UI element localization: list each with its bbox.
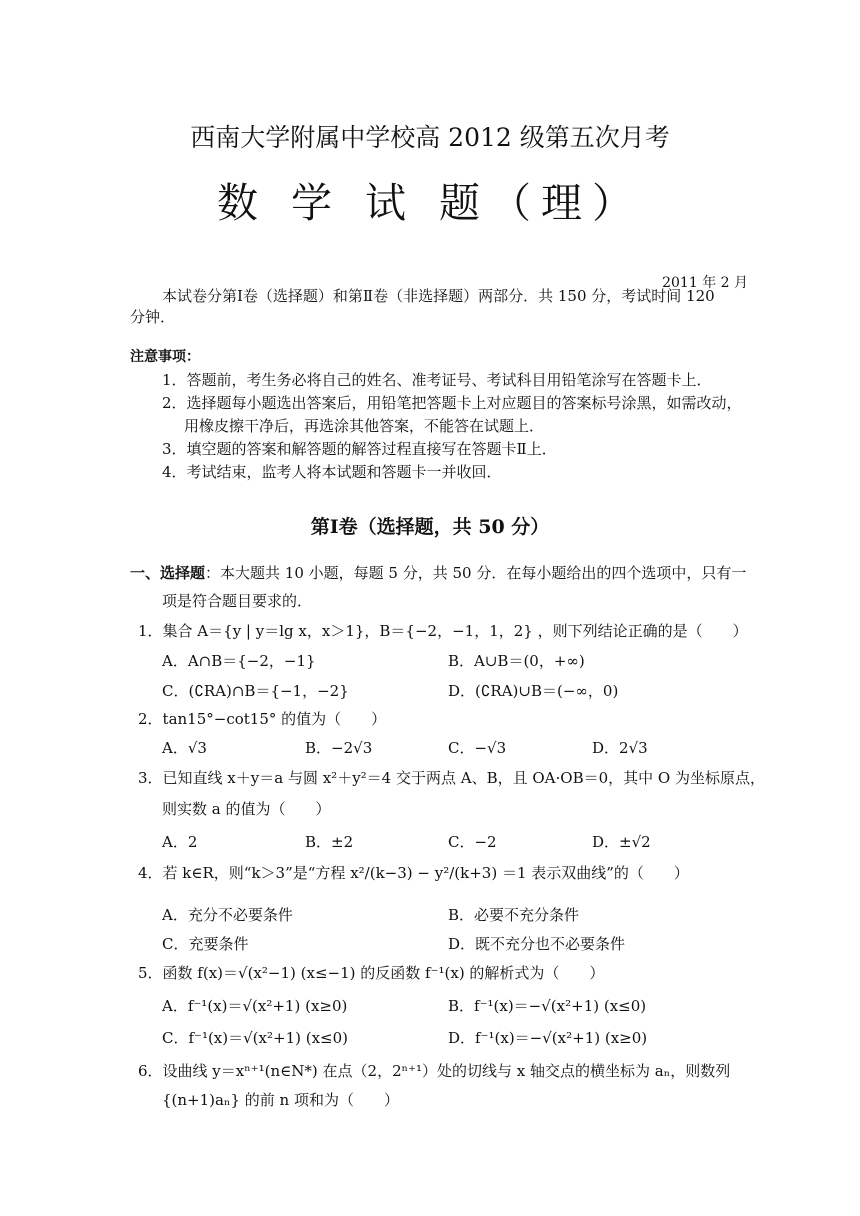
- q4-option-d: D．既不充分也不必要条件: [448, 935, 626, 953]
- notice-item: 用橡皮擦干净后，再选涂其他答案，不能答在试题上．: [184, 417, 545, 435]
- q5-stem: 5．函数 f(x)＝√(x²−1) (x≤−1) 的反函数 f⁻¹(x) 的解析式为（ ）: [138, 964, 605, 982]
- q4-option-b: B．必要不充分条件: [448, 906, 580, 924]
- q1-option-c: C．(∁RA)∩B＝{−1，−2}: [162, 682, 349, 700]
- q2-option-c: C．−√3: [448, 739, 507, 757]
- q2-option-a: A．√3: [162, 739, 207, 757]
- part-desc: ：本大题共 10 小题，每题 5 分，共 50 分．在每小题给出的四个选项中，只有一: [205, 564, 747, 582]
- q3-option-c: C．−2: [448, 833, 497, 851]
- q5-option-a: A．f⁻¹(x)＝√(x²+1) (x≥0): [162, 997, 348, 1015]
- q1-option-b: B．A∪B＝(0，+∞): [448, 652, 585, 670]
- exam-date: 2011 年 2 月: [662, 275, 748, 291]
- q6-stem-1: 6．设曲线 y＝xⁿ⁺¹(n∈N*) 在点（2，2ⁿ⁺¹）处的切线与 x 轴交点的横坐标为 aₙ，则数列: [138, 1062, 731, 1080]
- q5-option-d: D．f⁻¹(x)＝−√(x²+1) (x≥0): [448, 1029, 648, 1047]
- part-heading: [130, 562, 746, 583]
- q2-stem: 2．tan15°−cot15° 的值为（ ）: [138, 710, 387, 728]
- section-title: 第Ⅰ卷（选择题，共 50 分）: [310, 516, 550, 538]
- q3-stem-2: 则实数 a 的值为（ ）: [162, 800, 331, 818]
- q1-option-a: A．A∩B＝{−2，−1}: [162, 652, 316, 670]
- notice-item: 4．考试结束，监考人将本试题和答题卡一并收回．: [162, 463, 502, 481]
- q4-option-a: A．充分不必要条件: [162, 906, 293, 924]
- q4-option-c: C．充要条件: [162, 935, 249, 953]
- notice-title: 注意事项：: [130, 349, 200, 365]
- q3-option-a: A．2: [162, 833, 198, 851]
- intro-line-2: 分钟．: [130, 308, 176, 326]
- q1-option-d: D．(∁RA)∪B＝(−∞，0): [448, 682, 619, 700]
- q2-option-d: D．2√3: [592, 739, 648, 757]
- part-desc-2: 项是符合题目要求的．: [162, 592, 313, 610]
- notice-item: 3．填空题的答案和解答题的解答过程直接写在答题卡Ⅱ上．: [162, 440, 557, 458]
- q6-stem-2: {(n+1)aₙ} 的前 n 项和为（ ）: [162, 1091, 399, 1109]
- q2-option-b: B．−2√3: [305, 739, 373, 757]
- q3-option-d: D．±√2: [592, 833, 651, 851]
- notice-item: 1．答题前，考生务必将自己的姓名、准考证号、考试科目用铅笔涂写在答题卡上．: [162, 371, 712, 389]
- q1-stem: 1．集合 A＝{y | y＝lg x，x＞1}，B＝{−2，−1，1，2} ，则下列结论正确的是（ ）: [138, 622, 748, 640]
- q3-option-b: B．±2: [305, 833, 354, 851]
- notice-item: 2．选择题每小题选出答案后，用铅笔把答题卡上对应题目的答案标号涂黑，如需改动，: [162, 394, 742, 412]
- subject-title: 数 学 试 题（理）: [216, 179, 644, 227]
- q5-option-b: B．f⁻¹(x)＝−√(x²+1) (x≤0): [448, 997, 647, 1015]
- q3-stem-1: 3．已知直线 x＋y＝a 与圆 x²＋y²＝4 交于两点 A、B，且 OA·OB＝0，其中 O 为坐标原点，: [138, 769, 765, 787]
- q5-option-c: C．f⁻¹(x)＝√(x²+1) (x≤0): [162, 1029, 349, 1047]
- intro-line-1: 本试卷分第Ⅰ卷（选择题）和第Ⅱ卷（非选择题）两部分．共 150 分，考试时间 120: [162, 287, 715, 305]
- school-title: 西南大学附属中学校高 2012 级第五次月考: [190, 123, 670, 152]
- part-label: 一、选择题: [130, 564, 206, 582]
- q4-stem: 4．若 k∈R，则“k＞3”是“方程 x²/(k−3) − y²/(k+3) ＝1 表示双曲线”的（ ）: [138, 864, 689, 882]
